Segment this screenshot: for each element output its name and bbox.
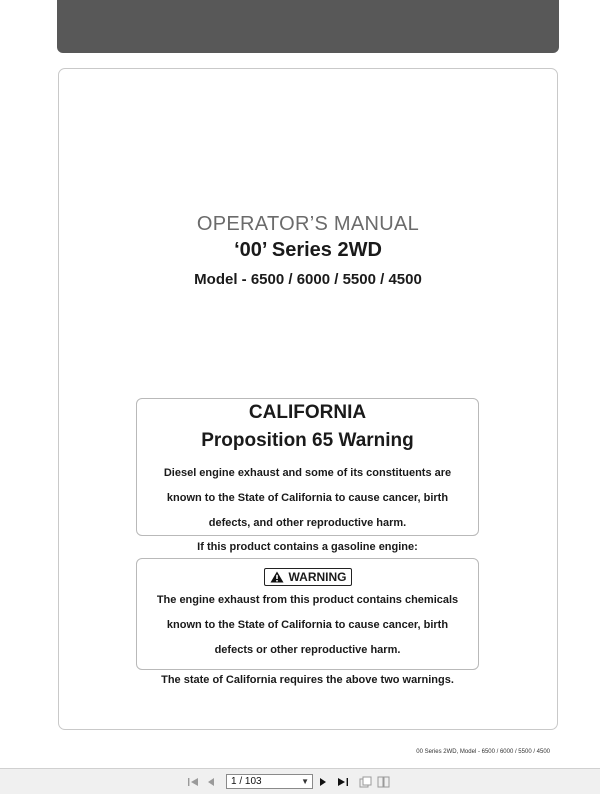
gasoline-warning-box bbox=[136, 558, 479, 670]
gasoline-warning-text bbox=[137, 588, 478, 663]
california-line: Diesel engine exhaust and some of its constituents are bbox=[163, 467, 452, 479]
page-indicator: 1 / 103 bbox=[231, 776, 262, 787]
california-warning-box bbox=[136, 398, 479, 536]
page-footer: 00 Series 2WD, Model - 6500 / 6000 / 5500 / 4500 bbox=[416, 749, 550, 755]
california-title: CALIFORNIA bbox=[248, 402, 367, 423]
next-page-icon bbox=[319, 777, 327, 787]
warning-badge bbox=[264, 568, 352, 586]
california-line: defects, and other reproductive harm. bbox=[208, 517, 407, 529]
california-line: known to the State of California to cause cancer, birth bbox=[166, 492, 449, 504]
first-page-icon bbox=[187, 777, 199, 787]
next-page-button[interactable] bbox=[318, 776, 328, 788]
first-page-button[interactable] bbox=[187, 776, 199, 788]
header-bar bbox=[57, 0, 559, 53]
warning-line: known to the State of California to cause cancer, birth bbox=[166, 619, 449, 631]
manual-title: OPERATOR’S MANUAL bbox=[196, 213, 420, 235]
last-page-button[interactable] bbox=[336, 776, 349, 788]
model-title: Model - 6500 / 6000 / 5500 / 4500 bbox=[194, 271, 422, 288]
pdf-navigation-bar bbox=[0, 768, 600, 794]
gasoline-engine-note: If this product contains a gasoline engine: bbox=[197, 541, 418, 553]
previous-page-button[interactable] bbox=[206, 776, 216, 788]
warning-triangle-icon bbox=[270, 571, 284, 583]
page-number-select[interactable] bbox=[226, 774, 313, 789]
two-page-view-button[interactable] bbox=[376, 776, 390, 788]
state-requirement-note: The state of California requires the above two warnings. bbox=[161, 674, 454, 686]
chevron-down-icon: ▼ bbox=[301, 777, 309, 786]
title-block bbox=[58, 211, 558, 289]
california-warning-text bbox=[137, 461, 478, 536]
single-page-view-button[interactable] bbox=[358, 776, 372, 788]
single-page-view-icon bbox=[359, 776, 372, 788]
two-page-view-icon bbox=[377, 776, 390, 788]
warning-line: The engine exhaust from this product contains chemicals bbox=[156, 594, 459, 606]
series-title: ‘00’ Series 2WD bbox=[234, 239, 382, 261]
warning-line: defects or other reproductive harm. bbox=[214, 644, 401, 656]
previous-page-icon bbox=[207, 777, 215, 787]
last-page-icon bbox=[337, 777, 349, 787]
warning-label: WARNING bbox=[288, 570, 347, 584]
proposition-65-title: Proposition 65 Warning bbox=[201, 430, 414, 451]
